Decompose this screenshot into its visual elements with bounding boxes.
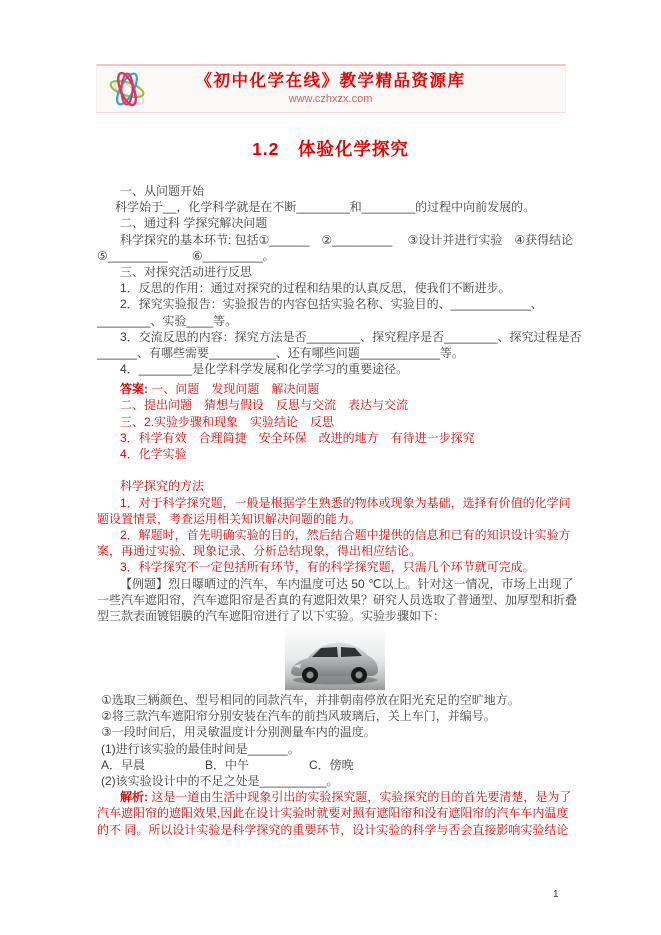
site-title: 《初中化学在线》教学精品资源库 [195,72,466,90]
method-heading: 科学探究的方法 [120,479,205,494]
line-q2-steps: 科学探究的基本环节: 包括①______ ②_________ ③设计并进行实验 ④获得结论 [120,232,574,247]
atom-logo-icon [105,67,151,113]
example-intro-line: 一些汽车遮阳帘，汽车遮阳帘是否真的有遮阳效果？研究人员选取了普通型、加厚型和折叠 [97,592,578,607]
site-header-text [97,72,565,106]
question-1-options: A．早晨 B．中午 C．傍晚 [101,757,354,772]
example-intro-line: 型三款表面镀铝膜的汽车遮阳帘进行了以下实验。实验步骤如下： [97,608,446,623]
experiment-step: ②将三款汽车遮阳帘分别安装在汽车的前挡风玻璃后，关上车门，并编号。 [101,709,496,724]
line-q3-item3: 3．交流反思的内容：探究方法是否________、探究程序是否________、探究过程是否 [120,329,582,344]
answers-first-line-text: 一、问题 发现问题 解决问题 [148,382,320,397]
page-number: 1 [553,889,559,900]
method-line: 2．解题时，首先明确实验的目的，然后结合题中提供的信息和已有的知识设计实验方 [120,527,571,542]
line-q1-heading: 一、从问题开始 [120,184,205,198]
answers-first-line [97,381,661,397]
method-line: 1．对于科学探究题，一般是根据学生熟悉的物体或现象为基础，选择有价值的化学问 [120,495,571,510]
analysis-first-line-text: 这是一道由生活中现象引出的实验探究题，实验探究的目的首先要清楚，是为了 [148,790,572,805]
analysis-line: 的不 同。所以设计实验是科学探究的重要环节，设计实验的科学与否会直接影响实验结论 [97,822,569,837]
document-body [97,183,661,838]
answers-line: 4．化学实验 [120,447,187,461]
site-header [96,64,566,113]
line-q3-item1: 1．反思的作用：通过对探究的过程和结果的认真反思，使我们不断进步。 [120,281,511,296]
answers-label: 答案: [120,382,148,397]
question-1: (1)进行该实验的最佳时间是______。 [101,741,300,756]
answers-line: 三、2.实验步骤和现象 实验结论 反思 [120,414,335,429]
example-intro-line: 【例题】烈日曝晒过的汽车，车内温度可达 50 ℃以上。针对这一情况，市场上出现了 [120,576,574,591]
line-q3-heading: 三、对探究活动进行反思 [120,264,253,279]
experiment-step: ①选取三辆颜色、型号相同的同款汽车，并排朝南停放在阳光充足的空旷地方。 [101,693,520,708]
line-q3-item4: 4．________是化学科学发展和化学学习的重要途径。 [120,362,409,377]
answers-line: 二、提出问题 猜想与假设 反思与交流 表达与交流 [120,398,409,413]
line-q1-fill: 科学始于__，化学科学就是在不断________和________的过程中向前发展的。 [115,200,536,215]
answers-line: 3．科学有效 合理简捷 安全环保 改进的地方 有待进一步探究 [120,430,475,445]
line-q2-heading: 二、通过科 学探究解决问题 [120,216,268,231]
line-q3-item2-cont: ________、实验____等。 [97,313,238,328]
method-line-cont: 案，再通过实验、现象记录、分析总结现象，得出相应结论。 [97,544,422,559]
experiment-step: ③一段时间后，用灵敏温度计分别测量车内的温度。 [101,725,376,740]
analysis-first-line [97,789,661,805]
analysis-label: 解析: [120,790,148,805]
analysis-line: 汽车遮阳帘的遮阳效果,因此在设计实验时就要对照有遮阳帘和没有遮阳帘的汽车车内温度 [97,806,569,821]
method-line: 3．科学探究不一定包括所有环节，有的科学探究题，只需几个环节就可完成。 [120,560,535,575]
line-q2-steps-cont: ⑤_________ ⑥_________。 [97,248,275,263]
line-q3-item2: 2．探究实验报告：实验报告的内容包括实验名称、实验目的、____________、 [120,297,543,312]
document-title: 1.2 体验化学探究 [252,139,409,159]
method-line-cont: 题设置情景，考查运用相关知识解决问题的能力。 [97,511,362,526]
blank-line [97,462,661,478]
question-2: (2)该实验设计中的不足之处是__________。 [101,774,339,788]
site-url-link[interactable]: www.czhxzx.com [288,93,373,105]
car-photo [285,626,385,690]
line-q3-item3-cont: ______、有哪些需要__________、还有哪些问题____________等。 [97,345,464,360]
